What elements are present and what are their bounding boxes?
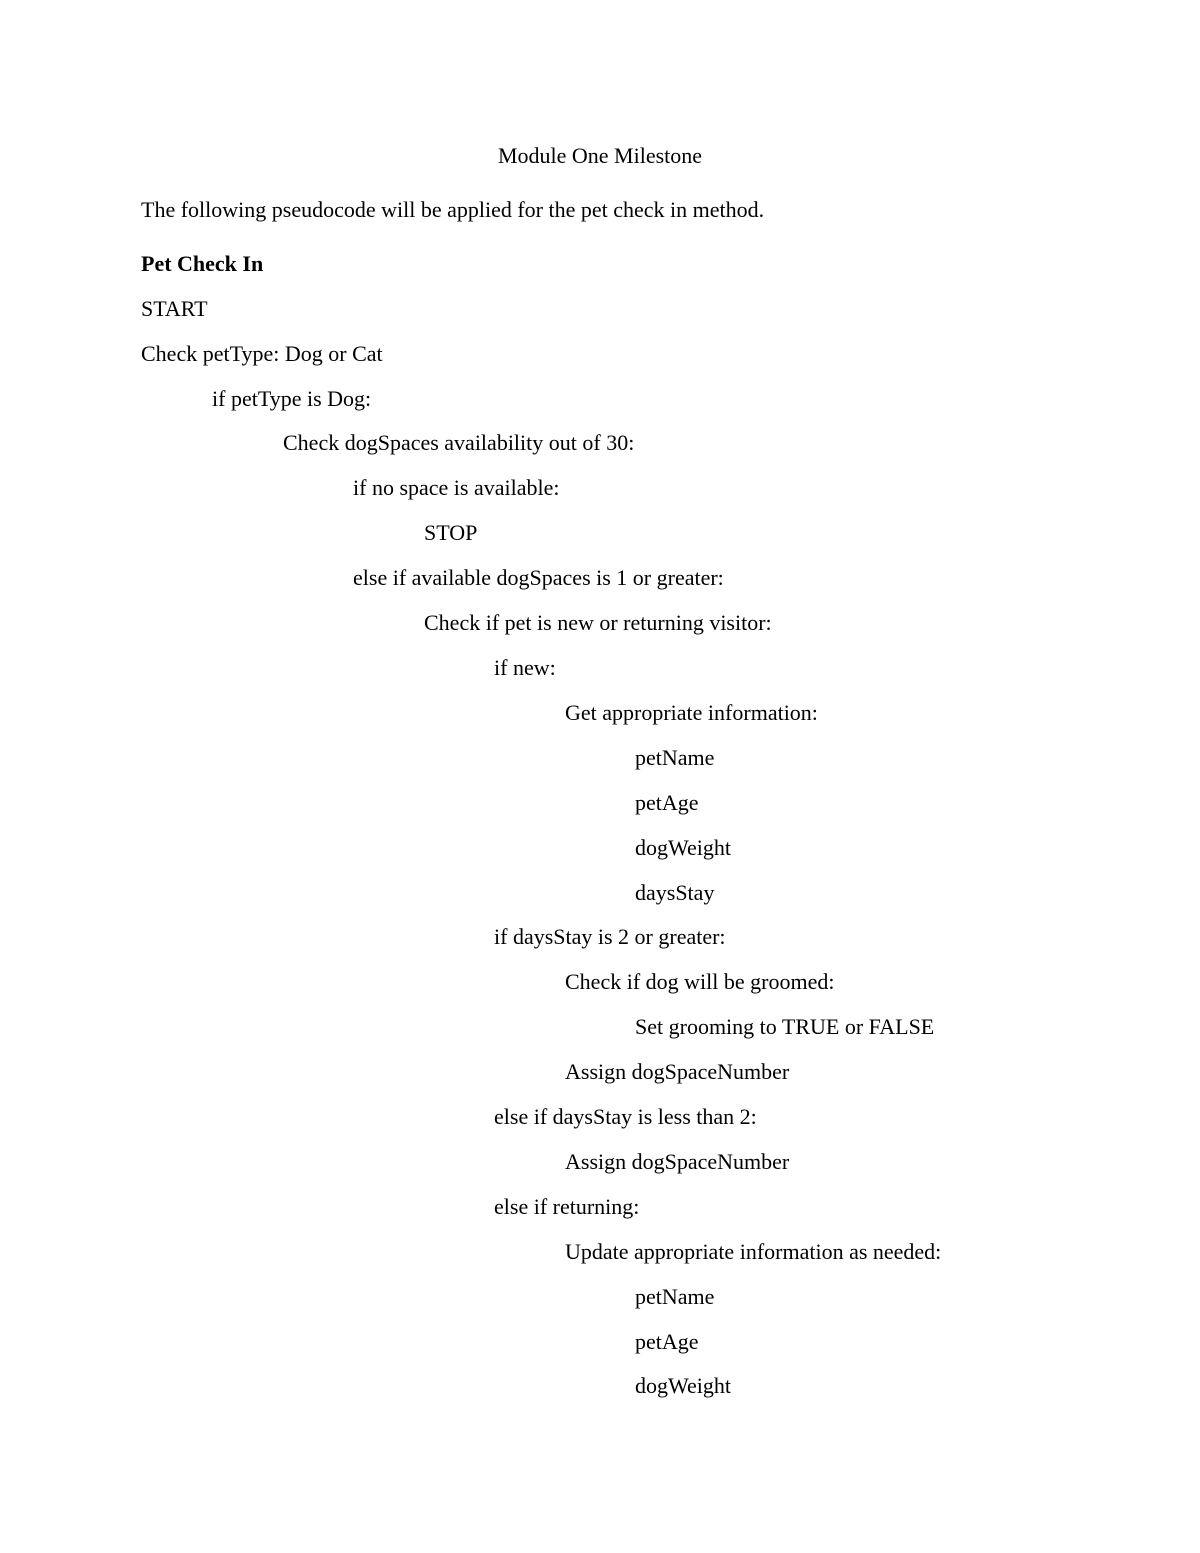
- pseudocode-line: dogWeight: [635, 835, 731, 860]
- pseudocode-line: Check dogSpaces availability out of 30:: [283, 430, 635, 455]
- pseudocode-line: if new:: [494, 655, 556, 680]
- pseudocode-line: daysStay: [635, 880, 715, 905]
- pseudocode-line: petAge: [635, 790, 699, 815]
- pseudocode-line: if petType is Dog:: [212, 386, 372, 411]
- pseudocode-line: STOP: [424, 520, 478, 545]
- pseudocode-line: Assign dogSpaceNumber: [565, 1059, 790, 1084]
- pseudocode-line: Check if dog will be groomed:: [565, 969, 835, 994]
- pseudocode-line: START: [141, 296, 208, 321]
- pseudocode-line: Assign dogSpaceNumber: [565, 1149, 790, 1174]
- pseudocode-line: else if returning:: [494, 1194, 640, 1219]
- pseudocode-line: petAge: [635, 1329, 699, 1354]
- pseudocode-line: Set grooming to TRUE or FALSE: [635, 1014, 935, 1039]
- pseudocode-line: petName: [635, 745, 715, 770]
- section-heading: Pet Check In: [141, 251, 264, 276]
- intro-paragraph: The following pseudocode will be applied for the pet check in method.: [141, 197, 765, 222]
- pseudocode-line: Update appropriate information as needed:: [565, 1239, 942, 1264]
- pseudocode-line: else if daysStay is less than 2:: [494, 1104, 757, 1129]
- pseudocode-line: Get appropriate information:: [565, 700, 818, 725]
- pseudocode-line: else if available dogSpaces is 1 or greater:: [353, 565, 724, 590]
- pseudocode-line: if daysStay is 2 or greater:: [494, 924, 726, 949]
- document-title: Module One Milestone: [497, 143, 703, 168]
- pseudocode-line: Check if pet is new or returning visitor:: [424, 610, 772, 635]
- pseudocode-line: Check petType: Dog or Cat: [141, 341, 383, 366]
- pseudocode-line: petName: [635, 1284, 715, 1309]
- pseudocode-line: dogWeight: [635, 1373, 731, 1398]
- pseudocode-line: if no space is available:: [353, 475, 560, 500]
